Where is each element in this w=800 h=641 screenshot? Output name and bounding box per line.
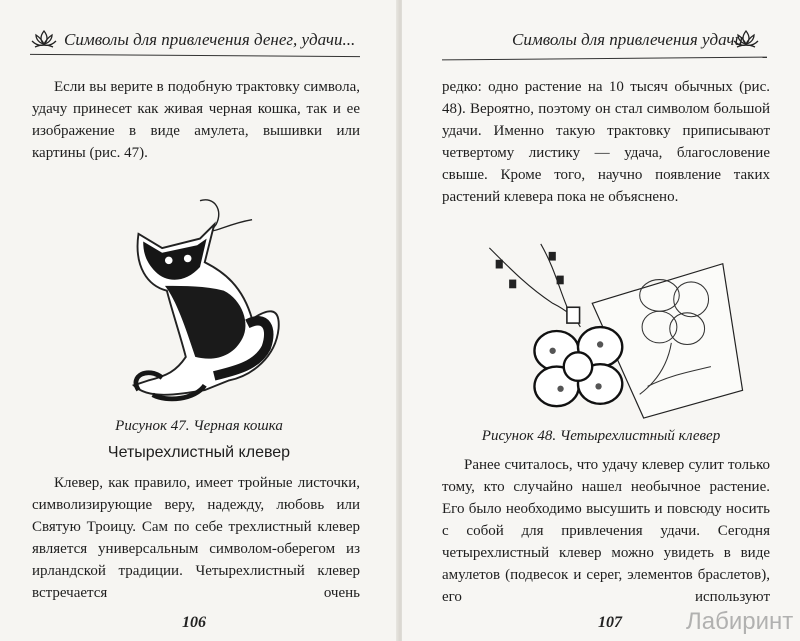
section-heading: Четырехлистный клевер xyxy=(107,444,291,461)
left-page xyxy=(0,0,398,641)
running-header: Символы для привлечения денег, удачи... xyxy=(64,30,356,49)
black-cat-illustration xyxy=(110,196,290,409)
paragraph: Ранее считалось, что удачу клевер сулит только тому, кто случайно нашел необычное растение. Его было необходимо высушить и повсюду носить с собой для привлечения удачи. Сегодня четырехлистный клевер можно увидеть в виде амулетов (подвесок и серег, элементов браслетов), его используют xyxy=(442,457,770,605)
page-number: 106 xyxy=(182,614,206,631)
running-header: Символы для привлечения удачи xyxy=(512,30,744,49)
figure-caption: Рисунок 48. Четырехлистный клевер xyxy=(481,428,721,444)
figure-caption: Рисунок 47. Черная кошка xyxy=(115,418,283,434)
watermark-logo: Лабиринт xyxy=(686,608,794,635)
paragraph: Клевер, как правило, имеет тройные листочки, символизирующие веру, надежду, любовь или Святую Троицу. Сам по себе трехлистный клевер является универсальным символом-оберегом из ирландской традиции. Четырехлистный клевер встречается очень xyxy=(32,475,360,601)
four-leaf-clover-illustration xyxy=(462,240,762,422)
paragraph: Если вы верите в подобную трактовку символа, удачу принесет как живая черная кошка, так и ее изображение в виде амулета, вышивки или картины (рис. 47). xyxy=(32,79,360,161)
header-rule xyxy=(30,54,360,58)
header-rule xyxy=(442,57,767,61)
paragraph: редко: одно растение на 10 тысяч обычных (рис. 48). Вероятно, поэтому он стал символом большой удачи. Именно такую трактовку приписывают четвертому листику — удача, благословение свыше. Кроме того, научно появление таких растений клевера пока не объяснено. xyxy=(442,79,770,205)
page-number: 107 xyxy=(598,614,622,631)
lotus-icon xyxy=(732,28,760,50)
right-page xyxy=(402,0,800,641)
lotus-icon xyxy=(30,28,58,50)
